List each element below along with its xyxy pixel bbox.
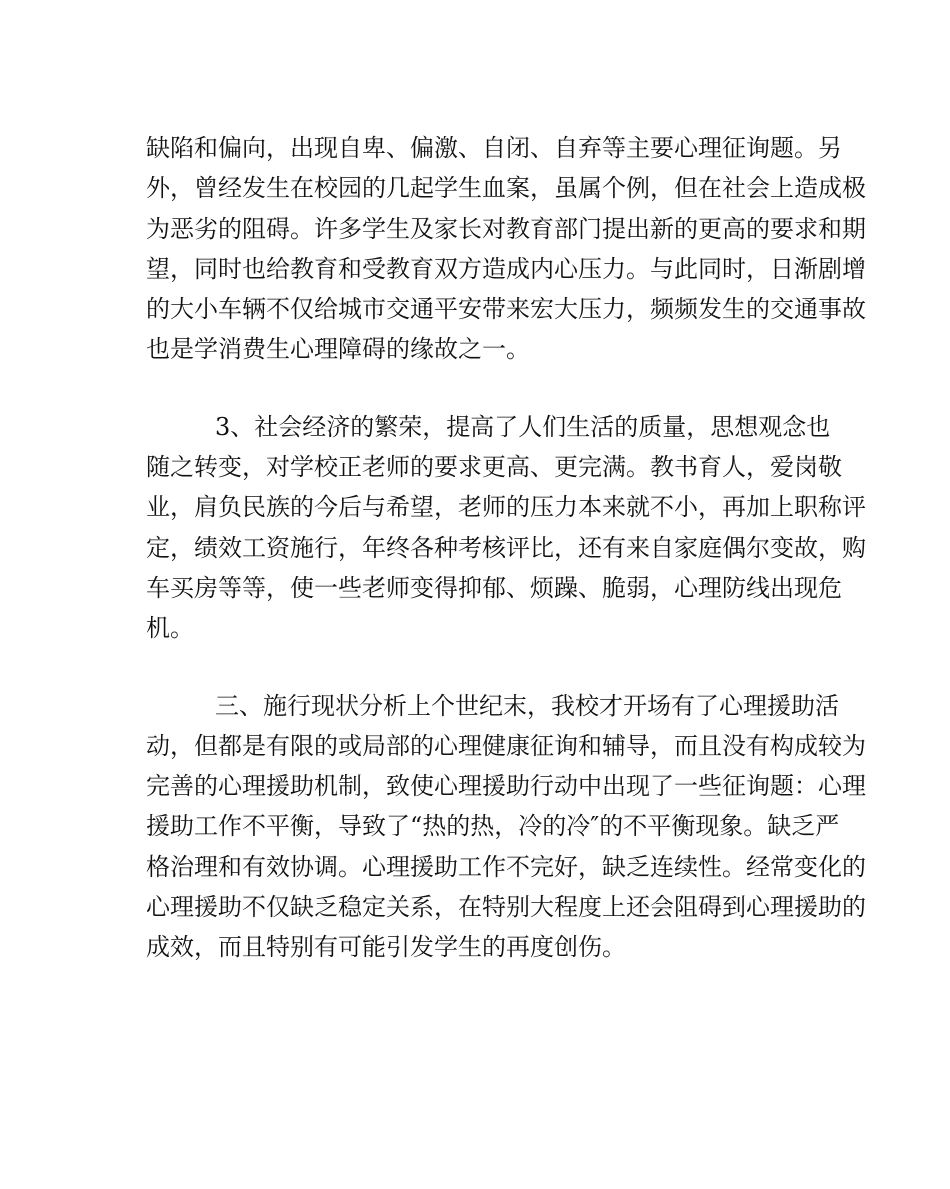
text-line: 动，但都是有限的或局部的心理健康征询和辅导，而且没有构成较为 bbox=[146, 731, 866, 760]
text-line: 随之转变，对学校正老师的要求更高、更完满。教书育人，爱岗敬 bbox=[146, 453, 842, 482]
text-line: 成效，而且特别有可能引发学生的再度创伤。 bbox=[146, 933, 626, 962]
text-line: 3、社会经济的繁荣，提高了人们生活的质量，思想观念也 bbox=[215, 412, 831, 441]
document-body bbox=[146, 128, 866, 968]
text-line: 外，曾经发生在校园的几起学生血案，虽属个例，但在社会上造成极 bbox=[146, 174, 866, 203]
text-line: 业，肩负民族的今后与希望，老师的压力本来就不小，再加上职称评 bbox=[146, 493, 866, 522]
paragraph-1 bbox=[146, 128, 866, 370]
text-line: 车买房等等，使一些老师变得抑郁、烦躁、脆弱，心理防线出现危 bbox=[146, 573, 842, 602]
text-line: 援助工作不平衡，导致了“热的热，冷的冷″的不平衡现象。缺乏严 bbox=[146, 812, 840, 841]
text-line: 心理援助不仅缺乏稳定关系，在特别大程度上还会阻碍到心理援助的 bbox=[146, 893, 866, 922]
text-line: 机。 bbox=[146, 614, 194, 643]
paragraph-2 bbox=[146, 407, 866, 649]
paragraph-3 bbox=[146, 686, 866, 968]
text-line: 缺陷和偏向，出现自卑、偏激、自闭、自弃等主要心理征询题。另 bbox=[146, 134, 842, 162]
text-line: 也是学消费生心理障碍的缘故之一。 bbox=[146, 335, 530, 364]
text-line: 为恶劣的阻碍。许多学生及家长对教育部门提出新的更高的要求和期 bbox=[146, 214, 866, 243]
text-line: 的大小车辆不仅给城市交通平安带来宏大压力，频频发生的交通事故 bbox=[146, 295, 866, 324]
text-line: 望，同时也给教育和受教育双方造成内心压力。与此同时，日渐剧增 bbox=[146, 254, 866, 283]
text-line: 完善的心理援助机制，致使心理援助行动中出现了一些征询题：心理 bbox=[146, 772, 866, 801]
text-line: 三、施行现状分析上个世纪末，我校才开场有了心理援助活 bbox=[215, 691, 839, 720]
text-line: 格治理和有效协调。心理援助工作不完好，缺乏连续性。经常变化的 bbox=[146, 852, 866, 881]
text-line: 定，绩效工资施行，年终各种考核评比，还有来自家庭偶尔变故，购 bbox=[146, 533, 866, 562]
